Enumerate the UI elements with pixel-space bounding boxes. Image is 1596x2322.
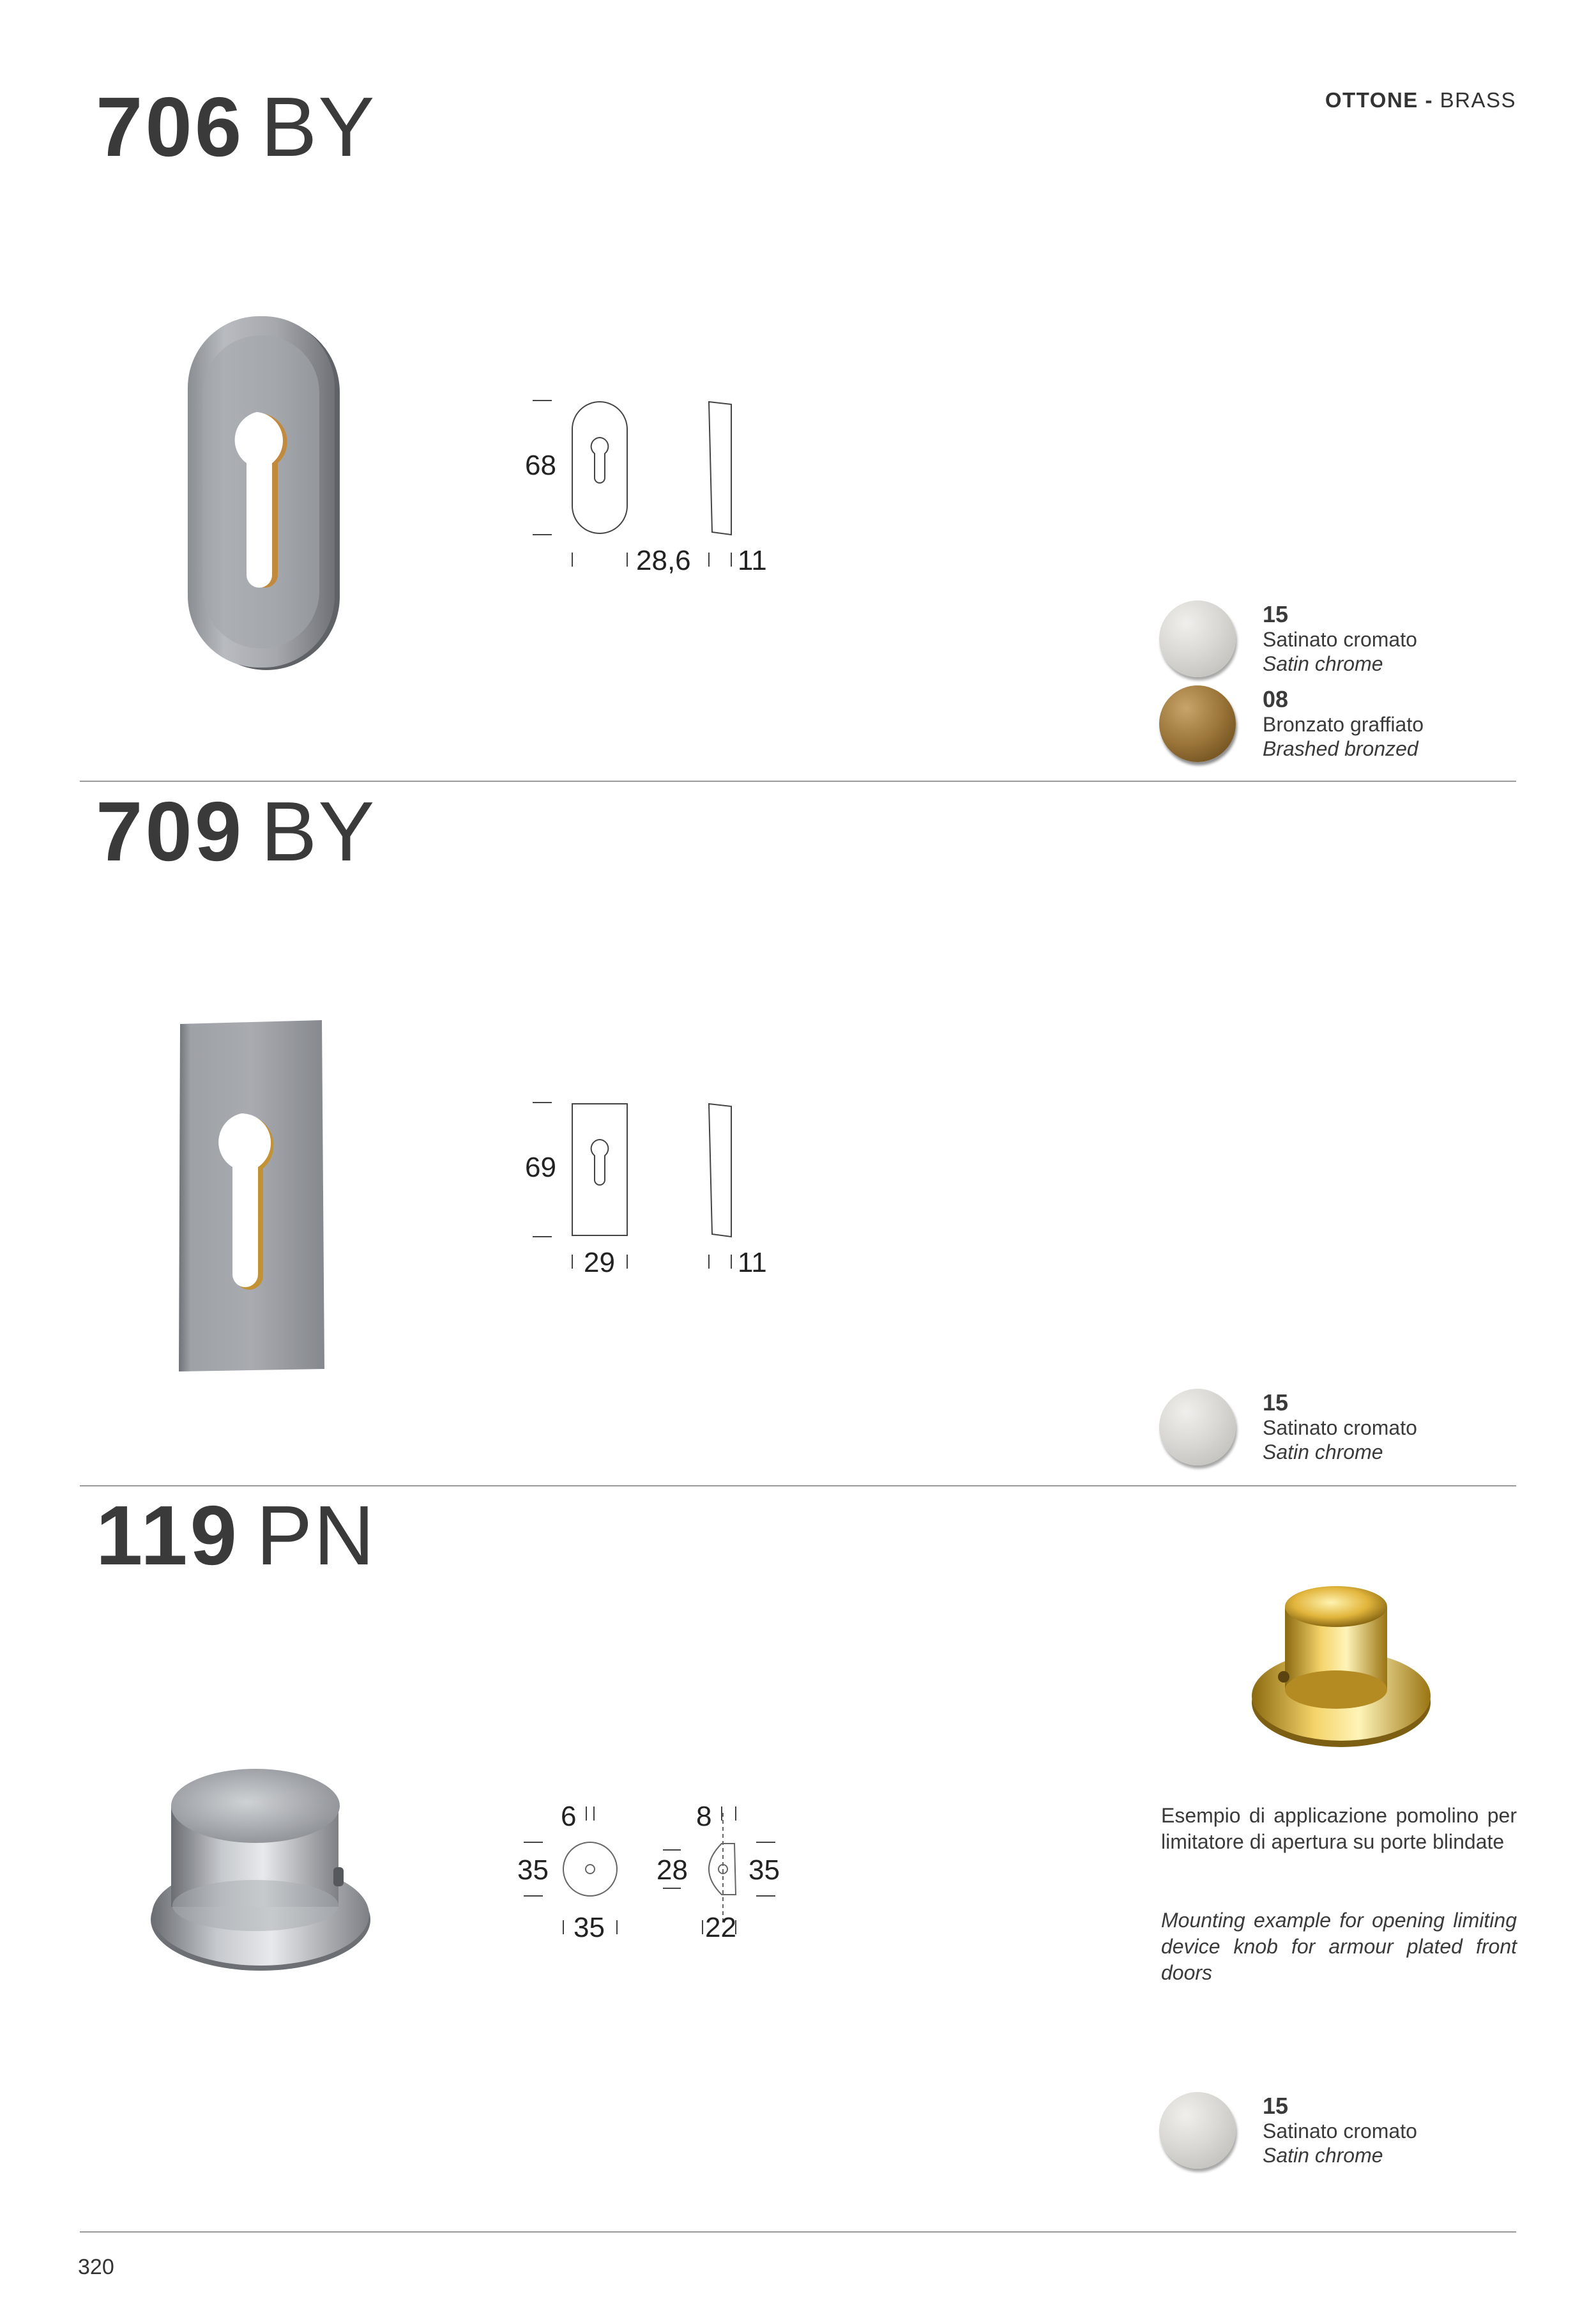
finish-swatch[interactable] xyxy=(1159,2092,1236,2169)
section-divider xyxy=(80,1485,1516,1486)
dimension-side-bottom: 22 xyxy=(705,1912,736,1943)
finish-name-it: Satinato cromato xyxy=(1263,628,1417,651)
dimension-depth: 11 xyxy=(738,545,767,576)
product-suffix: BY xyxy=(261,80,376,174)
material-english: BRASS xyxy=(1440,88,1516,112)
finish-label xyxy=(1263,1390,1417,1464)
finish-name-it: Satinato cromato xyxy=(1263,2120,1417,2143)
finish-label xyxy=(1263,602,1417,676)
finish-swatch[interactable] xyxy=(1159,1389,1236,1465)
finish-swatch-row[interactable] xyxy=(1159,600,1517,677)
product-suffix: PN xyxy=(255,1488,376,1582)
dimension-height: 68 xyxy=(525,450,556,481)
finish-name-en: Satin chrome xyxy=(1263,652,1383,675)
material-label xyxy=(1325,88,1516,112)
finish-name-it: Bronzato graffiato xyxy=(1263,713,1424,736)
finish-label xyxy=(1263,687,1424,761)
product-title-706 xyxy=(96,80,376,174)
product-code: 119 xyxy=(96,1488,239,1582)
finish-label xyxy=(1263,2093,1417,2167)
dimension-front-left: 35 xyxy=(517,1854,549,1886)
technical-drawing-119 xyxy=(511,1795,805,1961)
finish-swatch-row[interactable] xyxy=(1159,685,1517,762)
dimension-front-top: 6 xyxy=(561,1801,577,1832)
finish-number: 15 xyxy=(1263,601,1289,627)
finish-number: 08 xyxy=(1263,686,1289,712)
dimension-width: 28,6 xyxy=(636,545,691,576)
finish-number: 15 xyxy=(1263,2093,1289,2119)
product-code: 706 xyxy=(96,80,245,174)
finish-swatch-row[interactable] xyxy=(1159,1389,1517,1465)
material-italian: OTTONE - xyxy=(1325,88,1433,112)
technical-drawing-706 xyxy=(517,393,786,584)
dimension-depth: 11 xyxy=(738,1247,767,1278)
escutcheon-709-photo xyxy=(174,1019,333,1377)
finish-name-en: Brashed bronzed xyxy=(1263,737,1418,760)
mounting-description-en: Mounting example for opening limiting device knob for armour plated front doors xyxy=(1161,1909,1517,1984)
footer-divider xyxy=(80,2231,1516,2233)
dimension-height: 69 xyxy=(525,1152,556,1183)
product-code: 709 xyxy=(96,784,245,878)
finish-name-it: Satinato cromato xyxy=(1263,1416,1417,1439)
dimension-side-top: 8 xyxy=(696,1801,712,1832)
finish-name-en: Satin chrome xyxy=(1263,1440,1383,1463)
finish-swatch-row[interactable] xyxy=(1159,2092,1517,2169)
technical-drawing-709 xyxy=(517,1095,786,1287)
finish-name-en: Satin chrome xyxy=(1263,2144,1383,2167)
dimension-side-right: 35 xyxy=(749,1854,780,1886)
finish-swatch[interactable] xyxy=(1159,685,1236,762)
page-number: 320 xyxy=(78,2255,114,2279)
product-title-709 xyxy=(96,784,376,878)
product-suffix: BY xyxy=(261,784,376,878)
product-title-119 xyxy=(96,1488,376,1582)
finish-swatch[interactable] xyxy=(1159,600,1236,677)
dimension-width: 29 xyxy=(584,1247,615,1278)
dimension-front-bottom: 35 xyxy=(574,1912,605,1943)
mounting-description-it: Esempio di applicazione pomolino per limitatore di apertura su porte blindate xyxy=(1161,1804,1517,1853)
knob-119-photo xyxy=(147,1760,377,1977)
knob-mounting-example-photo xyxy=(1245,1581,1437,1753)
dimension-side-left: 28 xyxy=(657,1854,688,1886)
section-divider xyxy=(80,781,1516,782)
finish-number: 15 xyxy=(1263,1389,1289,1416)
escutcheon-706-photo xyxy=(185,316,345,674)
